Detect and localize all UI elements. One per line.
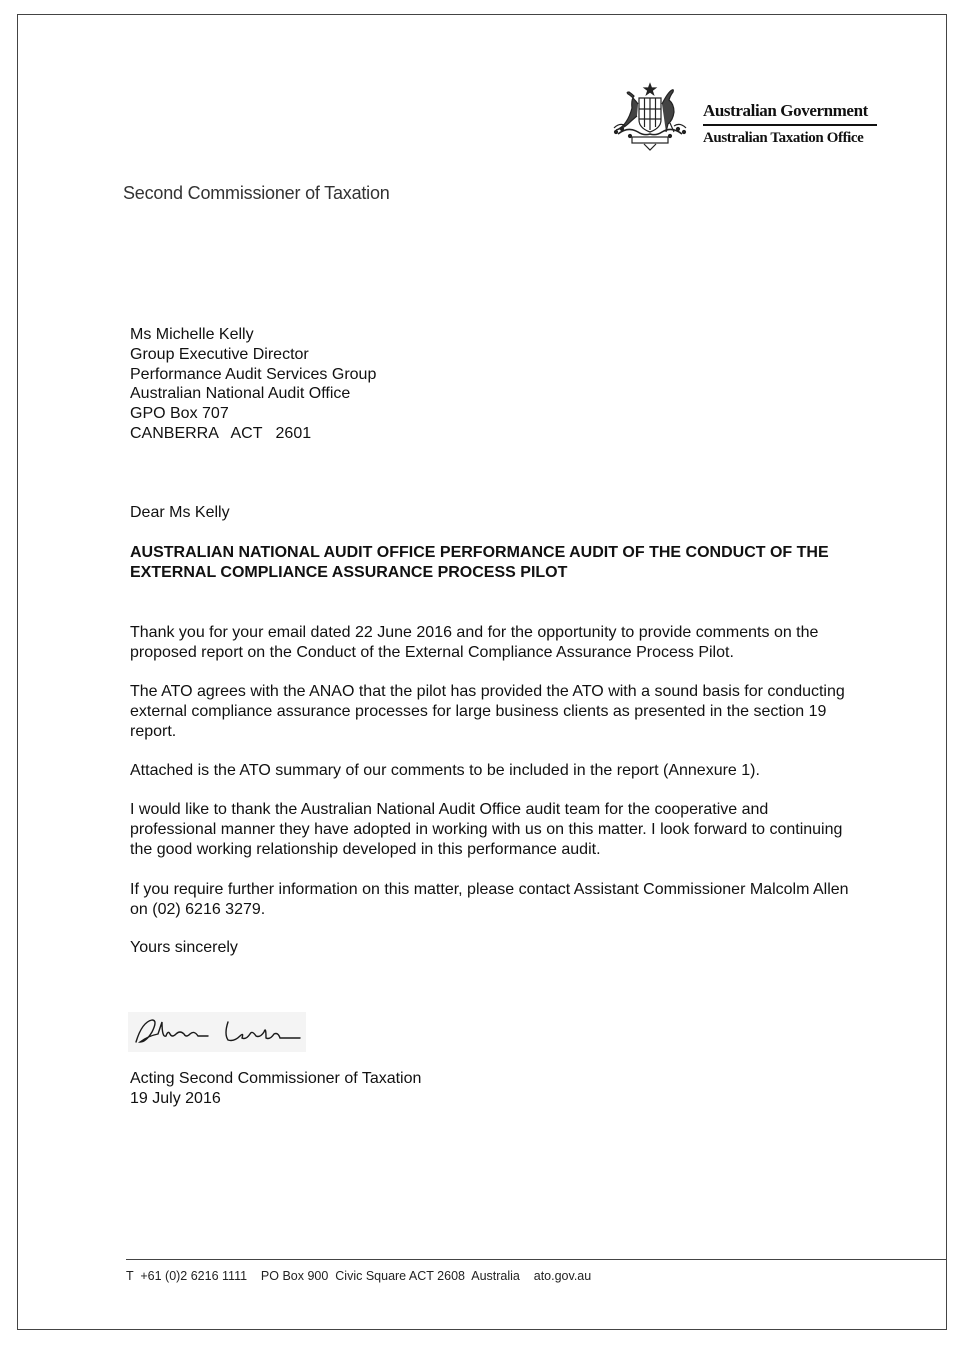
office-title: Second Commissioner of Taxation (123, 183, 390, 203)
address-line: GPO Box 707 (130, 405, 229, 423)
salutation: Dear Ms Kelly (130, 504, 230, 521)
body-paragraph: Attached is the ATO summary of our comments to be included in the report (Annexure 1). (130, 762, 760, 779)
page-border (17, 14, 947, 1330)
letterhead-rule (703, 124, 877, 126)
body-paragraph: Thank you for your email dated 22 June 2016 and for the opportunity to provide comments on the proposed report on the Conduct of the External Compliance Assurance Process Pilot. (130, 624, 819, 661)
signer-title: Acting Second Commissioner of Taxation (130, 1070, 422, 1087)
signer-block (130, 1069, 421, 1109)
footer-rule (126, 1259, 946, 1260)
coat-of-arms-icon (604, 82, 696, 152)
recipient-address (130, 325, 376, 444)
address-line: Ms Michelle Kelly (130, 326, 254, 343)
body-paragraph: I would like to thank the Australian National Audit Office audit team for the cooperative and professional manner they have adopted in working with us on this matter. I look forward to continuing the good working relationship developed in this performance audit. (130, 801, 843, 858)
closing: Yours sincerely (130, 939, 238, 956)
body-paragraph: If you require further information on this matter, please contact Assistant Commissioner Malcolm Allen on (02) 6216 3279. (130, 881, 849, 918)
handwritten-signature (128, 1012, 306, 1052)
address-line: Australian National Audit Office (130, 385, 351, 403)
footer-contact: T +61 (0)2 6216 1111 PO Box 900 Civic Square ACT 2608 Australia ato.gov.au (126, 1269, 592, 1283)
address-line: Group Executive Director (130, 345, 309, 363)
government-name: Australian Government (703, 101, 868, 120)
agency-name: Australian Taxation Office (703, 130, 864, 146)
address-line: CANBERRA ACT 2601 (130, 424, 312, 442)
letter-date: 19 July 2016 (130, 1089, 221, 1107)
body-paragraph: The ATO agrees with the ANAO that the pilot has provided the ATO with a sound basis for conducting external compliance assurance processes for large business clients as presented in the section 19 report. (130, 683, 845, 740)
subject-heading: AUSTRALIAN NATIONAL AUDIT OFFICE PERFORMANCE AUDIT OF THE CONDUCT OF THE EXTERNAL COMPLIANCE ASSURANCE PROCESS PILOT (130, 544, 829, 581)
address-line: Performance Audit Services Group (130, 365, 377, 383)
